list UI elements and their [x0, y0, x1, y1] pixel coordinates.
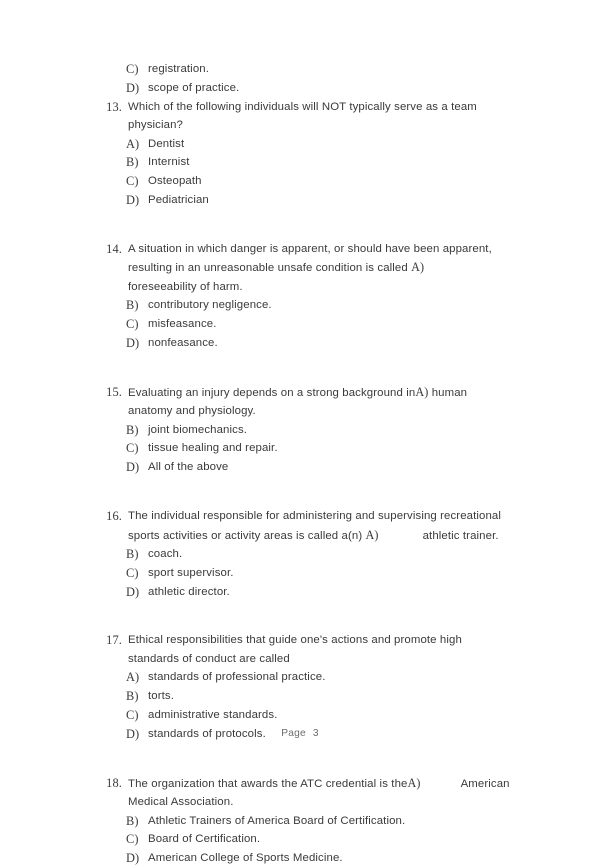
- list-item: [0, 296, 600, 315]
- option-text: Board of Certification.: [148, 833, 261, 846]
- option-text: standards of protocols.: [148, 727, 266, 740]
- option-text: All of the above: [148, 461, 229, 474]
- question-stem: [0, 98, 600, 135]
- list-item: [0, 583, 600, 602]
- page-content: [0, 60, 600, 868]
- option-letter: C): [126, 832, 139, 847]
- question-text: The organization that awards the ATC credential is the: [128, 777, 408, 790]
- question-text: A situation in which danger is apparent, or should have been apparent, resulting in an unreasonable unsafe condition is called: [128, 242, 492, 275]
- list-item: [0, 849, 600, 868]
- list-item: [0, 458, 600, 477]
- option-letter: D): [126, 726, 140, 741]
- option-text: tissue healing and repair.: [148, 442, 278, 455]
- option-text: scope of practice.: [148, 81, 240, 94]
- inline-option-letter: A): [411, 260, 425, 275]
- option-letter: B): [126, 547, 139, 562]
- list-item: [0, 334, 600, 353]
- list-item: [0, 706, 600, 725]
- option-letter: C): [126, 317, 139, 332]
- question-stem: [0, 383, 600, 421]
- option-text: coach.: [148, 548, 183, 561]
- option-text: contributory negligence.: [148, 299, 272, 312]
- question-block-14: [0, 240, 600, 353]
- question-stem: [0, 631, 600, 668]
- question-block-18: [0, 774, 600, 868]
- page-footer: [0, 728, 600, 739]
- option-letter: C): [126, 565, 139, 580]
- orphan-option-list: [0, 60, 600, 98]
- question-block-17: [0, 631, 600, 743]
- option-letter: B): [126, 298, 139, 313]
- inline-option-text: human anatomy and physiology.: [128, 386, 468, 418]
- option-text: athletic director.: [148, 585, 230, 598]
- list-item: [0, 668, 600, 687]
- option-letter: D): [126, 335, 140, 350]
- option-text: Dentist: [148, 137, 185, 150]
- footer-page-word: Page: [281, 728, 306, 739]
- list-item: [0, 191, 600, 210]
- option-letter: C): [126, 708, 139, 723]
- list-item: [0, 545, 600, 564]
- option-text: Athletic Trainers of America Board of Certification.: [148, 814, 406, 827]
- option-letter: D): [126, 584, 140, 599]
- question-spacer: [0, 601, 600, 631]
- option-letter: D): [126, 460, 140, 475]
- question-number: 18.: [106, 775, 122, 790]
- question-block-15: [0, 383, 600, 477]
- option-text: American College of Sports Medicine.: [148, 852, 343, 865]
- footer-page-number: 3: [312, 728, 319, 739]
- question-text: Ethical responsibilities that guide one's actions and promote high standards of conduct are called: [128, 634, 462, 665]
- question-stem: [0, 240, 600, 297]
- option-letter: A): [126, 136, 140, 151]
- list-item: [0, 135, 600, 154]
- question-spacer: [0, 210, 600, 240]
- question-number: 17.: [106, 633, 122, 648]
- option-text: misfeasance.: [148, 318, 217, 331]
- question-number: 15.: [106, 384, 122, 399]
- question-stem: [0, 774, 600, 812]
- option-letter: B): [126, 422, 139, 437]
- question-number: 16.: [106, 509, 122, 524]
- option-letter: B): [126, 689, 139, 704]
- option-letter: B): [126, 155, 139, 170]
- list-item: [0, 172, 600, 191]
- question-block-16: [0, 507, 600, 601]
- list-item: [0, 79, 600, 98]
- list-item: [0, 564, 600, 583]
- list-item: [0, 153, 600, 172]
- option-text: nonfeasance.: [148, 336, 218, 349]
- inline-option-letter: A): [407, 775, 421, 790]
- option-text: Internist: [148, 156, 190, 169]
- list-item: [0, 830, 600, 849]
- question-spacer: [0, 353, 600, 383]
- question-number: 13.: [106, 99, 122, 114]
- inline-option-text: athletic trainer.: [422, 529, 499, 542]
- option-letter: C): [126, 174, 139, 189]
- list-item: [0, 60, 600, 79]
- question-spacer: [0, 744, 600, 774]
- option-letter: A): [126, 670, 140, 685]
- option-text: registration.: [148, 63, 209, 75]
- inline-option-letter: A): [415, 384, 429, 399]
- option-letter: D): [126, 851, 140, 866]
- option-letter: D): [126, 192, 140, 207]
- option-text: Pediatrician: [148, 193, 209, 206]
- option-letter: C): [126, 441, 139, 456]
- option-text: sport supervisor.: [148, 566, 234, 579]
- option-letter: B): [126, 813, 139, 828]
- question-text: The individual responsible for administering and supervising recreational sports activities or activity areas is called a(n): [128, 510, 502, 542]
- question-block-13: [0, 98, 600, 210]
- option-text: standards of professional practice.: [148, 671, 326, 684]
- inline-option-text: American Medical Association.: [128, 777, 510, 809]
- option-text: joint biomechanics.: [148, 423, 248, 436]
- list-item: [0, 439, 600, 458]
- option-letter: D): [126, 80, 140, 95]
- option-letter: C): [126, 62, 139, 76]
- option-text: administrative standards.: [148, 709, 278, 722]
- question-number: 14.: [106, 241, 122, 256]
- question-text: Evaluating an injury depends on a strong background in: [128, 386, 416, 399]
- option-text: Osteopath: [148, 175, 202, 188]
- inline-option-text: foreseeability of harm.: [128, 280, 243, 293]
- list-item: [0, 315, 600, 334]
- inline-option-letter: A): [365, 527, 379, 542]
- list-item: [0, 687, 600, 706]
- list-item: [0, 812, 600, 831]
- list-item: [0, 421, 600, 440]
- option-text: torts.: [148, 690, 175, 703]
- question-stem: [0, 507, 600, 545]
- question-spacer: [0, 477, 600, 507]
- question-text: Which of the following individuals will NOT typically serve as a team physician?: [128, 100, 477, 132]
